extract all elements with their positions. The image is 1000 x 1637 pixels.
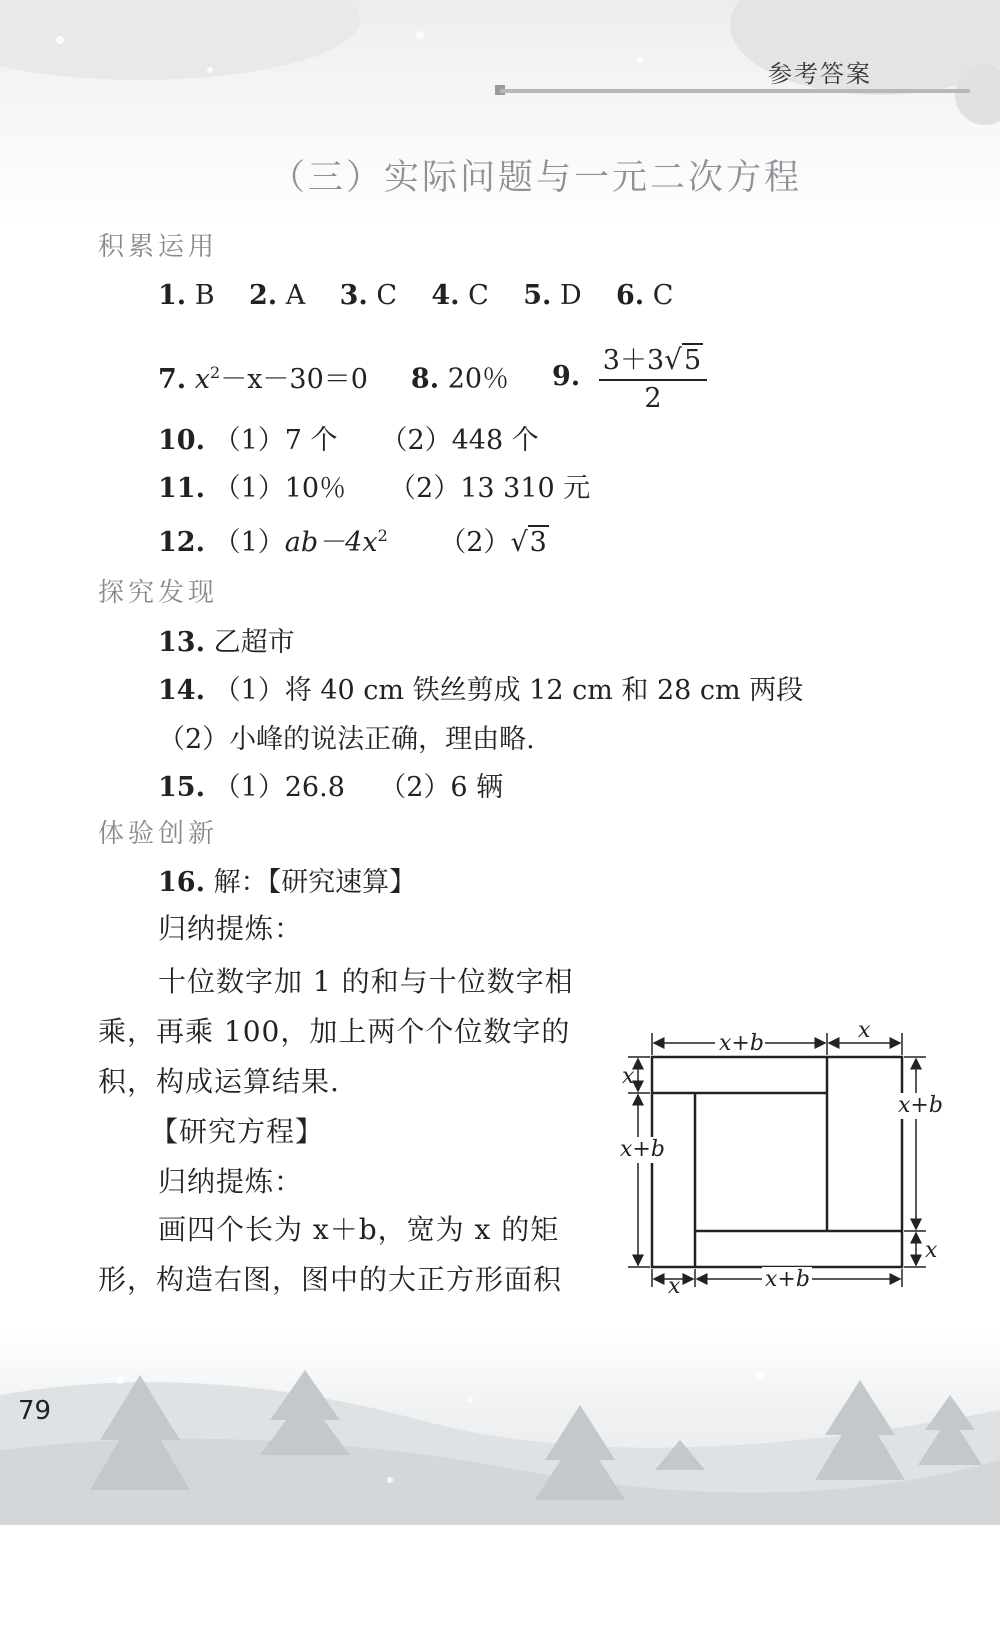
answer-line-7-9 (158, 338, 707, 414)
page-number: 79 (18, 1396, 52, 1426)
section-heading-explore: 探究发现 (98, 578, 219, 608)
answer-9: 9. $\frac{3+3√5}{2}$ (552, 360, 707, 391)
paragraph-line-2: 乘，再乘 100，加上两个个位数字的 (98, 1015, 571, 1048)
page-title: （三）实际问题与一元二次方程 (270, 158, 803, 198)
paragraph-line-3: 积，构成运算结果. (98, 1065, 340, 1098)
label-bottom-long: x+b (765, 1267, 810, 1292)
answer-1: 1. B (158, 280, 215, 311)
label-right-short: x (925, 1238, 938, 1263)
answer-4: 4. C (431, 280, 489, 311)
label-top-long: x+b (719, 1031, 764, 1056)
answer-12: 12. $(1)ab-4x^2$ （2）√3 (158, 526, 547, 558)
header-rule (500, 89, 970, 93)
answer-15: 15. （1）26.8 （2）6 辆 (158, 772, 504, 803)
paragraph-line-4: 画四个长为 x＋b，宽为 x 的矩 (158, 1213, 560, 1246)
section-heading-accumulate: 积累运用 (98, 232, 219, 262)
answer-8: 8. 20％ (410, 363, 510, 395)
paragraph-line-1: 十位数字加 1 的和与十位数字相 (158, 965, 574, 998)
answer-13: 13. 乙超市 (158, 627, 295, 658)
answer-6: 6. C (615, 280, 674, 311)
answer-16-heading: 16. 解：【研究速算】 (158, 867, 417, 898)
answer-11: 11. （1）10％ （2）13 310 元 (158, 473, 591, 504)
answer-2: 2. A (248, 280, 306, 311)
header-label: 参考答案 (768, 60, 872, 88)
summary-label-2: 归纳提炼： (158, 1165, 304, 1198)
method-heading: 【研究方程】 (150, 1115, 325, 1148)
answer-5: 5. D (523, 280, 582, 311)
summary-label-1: 归纳提炼： (158, 912, 304, 945)
answer-10: 10. （1）7 个 （2）448 个 (158, 425, 539, 456)
answer-3: 3. C (339, 280, 398, 311)
square-diagram (620, 1025, 950, 1295)
label-right-long: x+b (898, 1093, 943, 1118)
label-left-long: x+b (620, 1137, 665, 1162)
section-heading-innovate: 体验创新 (98, 819, 219, 849)
paragraph-line-5: 形，构造右图，图中的大正方形面积 (98, 1263, 563, 1296)
answer-9-fraction: $\frac{3+3√5}{2}$ (599, 338, 707, 414)
label-left-short: x (622, 1064, 635, 1089)
label-top-short: x (858, 1025, 871, 1043)
answer-line-1-6 (158, 280, 673, 311)
label-bottom-short: x (668, 1274, 681, 1295)
outer-square (652, 1057, 902, 1267)
answer-14-part2: （2）小峰的说法正确，理由略. (158, 724, 535, 755)
answer-14-part1: 14. （1）将 40 cm 铁丝剪成 12 cm 和 28 cm 两段 (158, 675, 804, 706)
answer-7: 7. $x^2-x-30=0$ (158, 362, 368, 395)
